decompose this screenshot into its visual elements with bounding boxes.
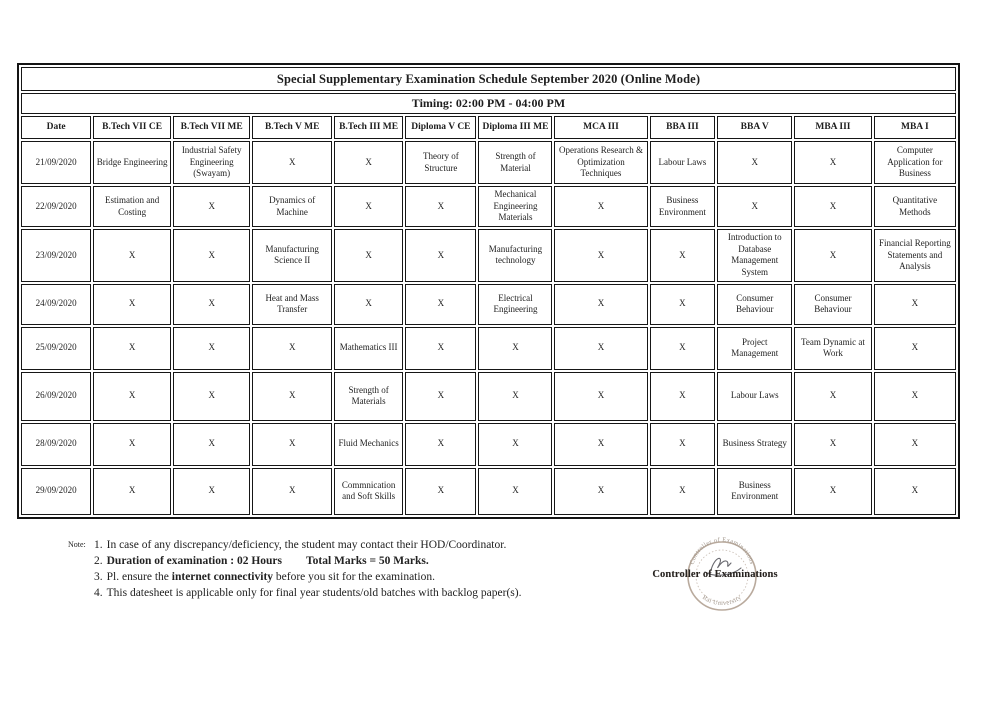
schedule-row [21,186,956,227]
date-cell: 24/09/2020 [21,284,91,325]
timing-label: Timing: 02:00 PM - 04:00 PM [21,93,956,114]
subject-cell: X [252,327,331,370]
subject-cell: X [717,186,792,227]
subject-cell: Financial Reporting Statements and Analysis [874,229,956,282]
subject-cell: X [173,229,251,282]
date-cell: 28/09/2020 [21,423,91,466]
date-cell: 29/09/2020 [21,468,91,515]
note-text: Duration of examination : 02 Hours [106,555,282,567]
column-header: MBA I [874,116,956,139]
subject-cell: Project Management [717,327,792,370]
subject-cell: X [478,423,552,466]
subject-cell: X [405,327,476,370]
svg-text:Rai University [701,594,743,607]
exam-schedule-table [17,63,960,519]
subject-cell: Estimation and Costing [93,186,171,227]
subject-cell: X [252,468,331,515]
subject-cell: X [478,468,552,515]
note-text: This datesheet is applicable only for final year students/old batches with backlog paper(s). [106,587,522,599]
subject-cell: X [794,423,872,466]
date-cell: 23/09/2020 [21,229,91,282]
subject-cell: X [93,468,171,515]
column-header: B.Tech III ME [334,116,403,139]
subject-cell: Industrial Safety Engineering (Swayam) [173,141,251,184]
subject-cell: X [554,468,647,515]
note-item [94,537,521,553]
subject-cell: X [650,423,716,466]
subject-cell: Business Environment [650,186,716,227]
column-header: Diploma V CE [405,116,476,139]
subject-cell: Mechanical Engineering Materials [478,186,552,227]
column-header: MBA III [794,116,872,139]
subject-cell: X [93,229,171,282]
subject-cell: X [405,284,476,325]
subject-cell: X [874,423,956,466]
note-item [94,585,521,601]
subject-cell: Business Environment [717,468,792,515]
date-cell: 21/09/2020 [21,141,91,184]
subject-cell: Business Strategy [717,423,792,466]
subject-cell: X [173,423,251,466]
seal-arc-top-text: Controller of Examinations [688,536,756,566]
subject-cell: Computer Application for Business [874,141,956,184]
subject-cell: X [405,423,476,466]
seal-arc-bottom-text: Rai University [701,594,744,608]
subject-cell: X [478,327,552,370]
subject-cell: X [874,327,956,370]
subject-cell: X [252,372,331,421]
subject-cell: X [554,372,647,421]
column-header: Date [21,116,91,139]
column-header: Diploma III ME [478,116,552,139]
subject-cell: X [650,372,716,421]
schedule-row [21,284,956,325]
subject-cell: X [794,468,872,515]
note-text: before you sit for the examination. [273,571,435,583]
subject-cell: X [554,284,647,325]
subject-cell: X [405,468,476,515]
subject-cell: X [650,468,716,515]
subject-cell: X [252,423,331,466]
subject-cell: Heat and Mass Transfer [252,284,331,325]
subject-cell: X [717,141,792,184]
subject-cell: X [554,186,647,227]
subject-cell: Consumer Behaviour [794,284,872,325]
subject-cell: X [794,186,872,227]
notes-section [68,537,521,601]
note-text: Total Marks = 50 Marks. [306,555,429,567]
column-header: BBA V [717,116,792,139]
seal-label: Controller of Examinations [652,569,778,580]
controller-seal [645,530,785,630]
subject-cell: X [794,372,872,421]
subject-cell: X [794,141,872,184]
subject-cell: Operations Research & Optimization Techniques [554,141,647,184]
subject-cell: X [334,141,403,184]
subject-cell: Electrical Engineering [478,284,552,325]
subject-cell: X [334,229,403,282]
date-cell: 26/09/2020 [21,372,91,421]
svg-text:Controller of Examinations [689,536,756,565]
column-header: BBA III [650,116,716,139]
date-cell: 25/09/2020 [21,327,91,370]
subject-cell: X [554,423,647,466]
seal-graphic [645,530,785,630]
column-header: MCA III [554,116,647,139]
subject-cell: X [650,327,716,370]
subject-cell: X [252,141,331,184]
column-header: B.Tech VII CE [93,116,171,139]
subject-cell: Manufacturing technology [478,229,552,282]
subject-cell: X [405,372,476,421]
schedule-row [21,372,956,421]
subject-cell: X [478,372,552,421]
note-text: Pl. ensure the [106,571,172,583]
subject-cell: Strength of Materials [334,372,403,421]
subject-cell: Mathematics III [334,327,403,370]
subject-cell: X [93,284,171,325]
subject-cell: X [794,229,872,282]
subject-cell: X [173,327,251,370]
subject-cell: X [405,186,476,227]
note-number: 1. [94,539,103,551]
title-row [21,67,956,91]
subject-cell: X [874,284,956,325]
note-number: 4. [94,587,103,599]
note-item [94,553,521,569]
subject-cell: Fluid Mechanics [334,423,403,466]
date-cell: 22/09/2020 [21,186,91,227]
timing-row [21,93,956,114]
subject-cell: Commnication and Soft Skills [334,468,403,515]
subject-cell: X [334,284,403,325]
subject-cell: X [173,186,251,227]
subject-cell: Manufacturing Science II [252,229,331,282]
schedule-row [21,468,956,515]
document-title: Special Supplementary Examination Schedule September 2020 (Online Mode) [21,67,956,91]
subject-cell: X [405,229,476,282]
subject-cell: Labour Laws [717,372,792,421]
subject-cell: Team Dynamic at Work [794,327,872,370]
subject-cell: X [650,229,716,282]
subject-cell: X [173,468,251,515]
note-text: In case of any discrepancy/deficiency, the student may contact their HOD/Coordinator. [106,539,507,551]
subject-cell: X [93,423,171,466]
subject-cell: X [874,372,956,421]
subject-cell: Introduction to Database Management System [717,229,792,282]
subject-cell: Strength of Material [478,141,552,184]
note-number: 2. [94,555,103,567]
note-label: Note: [68,540,86,549]
schedule-row [21,141,956,184]
schedule-row [21,229,956,282]
column-header: B.Tech VII ME [173,116,251,139]
subject-cell: X [173,284,251,325]
subject-cell: X [93,372,171,421]
subject-cell: Dynamics of Machine [252,186,331,227]
note-number: 3. [94,571,103,583]
subject-cell: X [173,372,251,421]
subject-cell: X [650,284,716,325]
note-text: internet connectivity [171,571,274,583]
subject-cell: X [334,186,403,227]
schedule-row [21,423,956,466]
column-header-row [21,116,956,139]
column-header: B.Tech V ME [252,116,331,139]
subject-cell: X [93,327,171,370]
subject-cell: X [874,468,956,515]
subject-cell: Theory of Structure [405,141,476,184]
schedule-row [21,327,956,370]
subject-cell: Quantitative Methods [874,186,956,227]
subject-cell: Bridge Engineering [93,141,171,184]
subject-cell: Labour Laws [650,141,716,184]
subject-cell: X [554,327,647,370]
note-item [94,569,521,585]
subject-cell: Consumer Behaviour [717,284,792,325]
subject-cell: X [554,229,647,282]
